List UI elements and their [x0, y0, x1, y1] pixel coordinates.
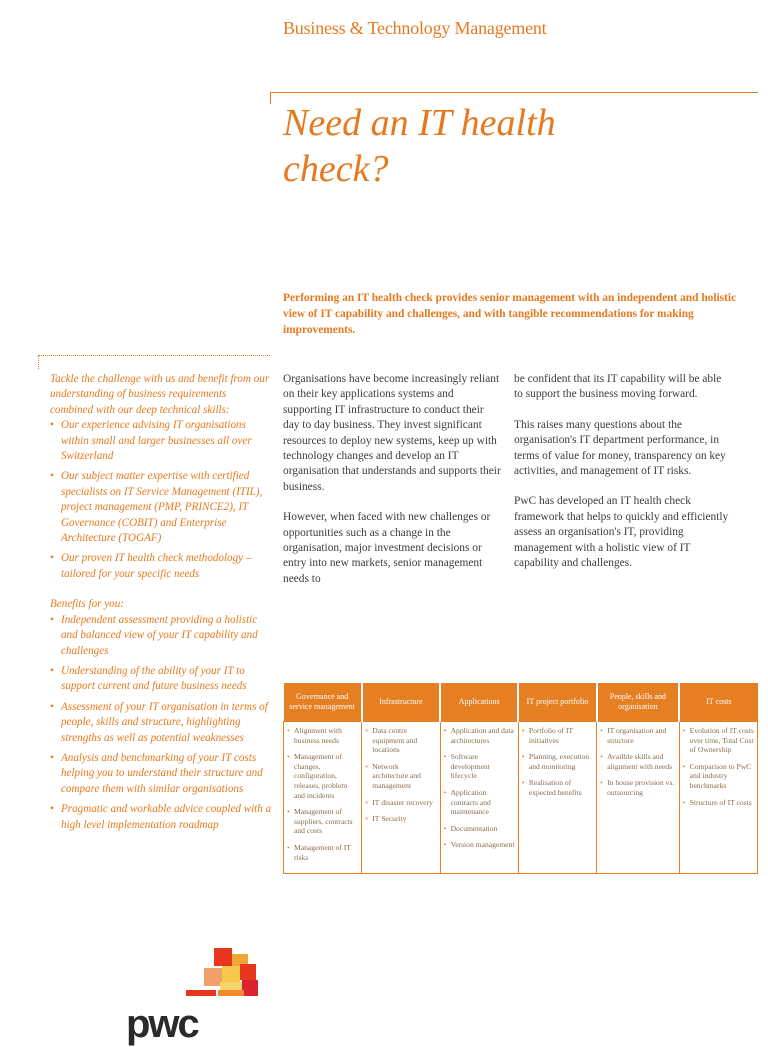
table-header-cell: Governance and service management: [284, 683, 362, 722]
table-header-cell: Applications: [440, 683, 518, 722]
body-paragraph: Organisations have become increasingly reliant on their key applications systems and supporting IT infrastructure to conduct their day to day business. They invest significant resources to deploy new systems, keep up with technology changes and develop an IT organisation that understands and supports their business.: [283, 373, 501, 493]
list-item: • Alignment with business needs: [287, 726, 358, 745]
list-item: • Realisation of expected benefits: [522, 778, 593, 797]
table-header-row: [284, 683, 758, 722]
table-header-cell: Infrastructure: [362, 683, 440, 722]
table-cell: [362, 722, 440, 874]
list-item: • IT Security: [365, 814, 436, 824]
sidebar-lead: Tackle the challenge with us and benefit from our understanding of business requirements combined with our deep technical skills:: [50, 373, 270, 416]
body-paragraph: However, when faced with new challenges or opportunities such as a change in the organisation, major investment decisions or entry into new markets, senior management needs to: [283, 511, 491, 585]
skills-list: [50, 418, 272, 582]
table-cell: [597, 722, 680, 874]
cell-list: [365, 726, 436, 824]
list-item: • Analysis and benchmarking of your IT costs helping you to understand their structure and compare them with similar organisations: [50, 751, 272, 797]
list-item: • IT organisation and structure: [600, 726, 676, 745]
page-title-line1: Need an IT health: [283, 102, 556, 144]
body-paragraph: be confident that its IT capability will be able to support the business moving forward.: [514, 373, 722, 401]
pwc-logo-text: pwc: [126, 1002, 198, 1046]
title-rule: [270, 92, 758, 93]
list-item: • In house provision vs. outsourcing: [600, 778, 676, 797]
list-item: • Management of changes, configuration, releases, problem and incidents: [287, 752, 358, 800]
list-item: • Portfolio of IT initiatives: [522, 726, 593, 745]
sidebar: [50, 372, 272, 838]
cell-list: [522, 726, 593, 798]
cell-list: [683, 726, 754, 807]
title-rule-tick: [270, 92, 271, 104]
sidebar-divider-tick: [38, 355, 39, 369]
list-item: • Evolution of IT costs over time, Total Cost of Ownership: [683, 726, 754, 755]
page-title: [283, 100, 703, 192]
list-item: • Management of IT risks: [287, 843, 358, 862]
page-title-line2: check?: [283, 148, 389, 190]
list-item: • Management of suppliers, contracts and costs: [287, 807, 358, 836]
body-paragraph: PwC has developed an IT health check framework that helps to quickly and efficiently assess an organisation's IT, providing management with a holistic view of IT capability and challenges.: [514, 495, 729, 570]
list-item: • Planning, execution and monitoring: [522, 752, 593, 771]
list-item: • Our experience advising IT organisations within small and larger businesses all over Switzerland: [50, 418, 272, 464]
list-item: • Our proven IT health check methodology – tailored for your specific needs: [50, 551, 272, 582]
list-item: • Comparison to PwC and industry benchmarks: [683, 762, 754, 791]
list-item: • Version management: [444, 840, 515, 850]
cell-list: [444, 726, 515, 850]
list-item: • Availble skills and alignment with needs: [600, 752, 676, 771]
list-item: • Application contracts and maintenance: [444, 788, 515, 817]
list-item: • Network architecture and management: [365, 762, 436, 791]
cell-list: [600, 726, 676, 798]
table-header-cell: IT project portfolio: [518, 683, 596, 722]
list-item: • Application and data architectures: [444, 726, 515, 745]
header-title: Business & Technology Management: [283, 18, 547, 38]
sidebar-divider: [38, 355, 270, 356]
table-row: [284, 722, 758, 874]
list-item: • Pragmatic and workable advice coupled with a high level implementation roadmap: [50, 802, 272, 833]
body-paragraph: This raises many questions about the organisation's IT department performance, in terms of value for money, transparency on key activities, and management of IT risks.: [514, 418, 726, 478]
table-header-cell: IT costs: [679, 683, 757, 722]
list-item: • Assessment of your IT organisation in terms of people, skills and structure, highlighting strengths as well as potential weaknesses: [50, 700, 272, 746]
body-column-right: [514, 372, 732, 586]
table-cell: [440, 722, 518, 874]
list-item: • Understanding of the ability of your IT to support current and future business needs: [50, 664, 272, 695]
list-item: • Software development lifecycle: [444, 752, 515, 781]
body-column-left: [283, 372, 501, 602]
table-cell: [679, 722, 757, 874]
list-item: • Data centre equipment and locations: [365, 726, 436, 755]
table-cell: [518, 722, 596, 874]
benefits-list: [50, 613, 272, 833]
cell-list: [287, 726, 358, 862]
list-item: • Independent assessment providing a holistic and balanced view of your IT capability and challenges: [50, 613, 272, 659]
benefits-heading: Benefits for you:: [50, 598, 124, 611]
list-item: • Documentation: [444, 824, 515, 834]
table-header-cell: People, skills and organisation: [597, 683, 680, 722]
list-item: • Our subject matter expertise with certified specialists on IT Service Management (ITIL), project management (PMP, PRINCE2), IT Governance (COBIT) and Enterprise Architecture (TOGAF): [50, 469, 272, 546]
table-cell: [284, 722, 362, 874]
framework-table: [283, 683, 758, 874]
list-item: • IT disaster recovery: [365, 798, 436, 808]
intro-paragraph: Performing an IT health check provides senior management with an independent and holistic view of IT capability and challenges, and with tangible recommendations for making improvements.: [283, 292, 737, 336]
list-item: • Structure of IT costs: [683, 798, 754, 808]
